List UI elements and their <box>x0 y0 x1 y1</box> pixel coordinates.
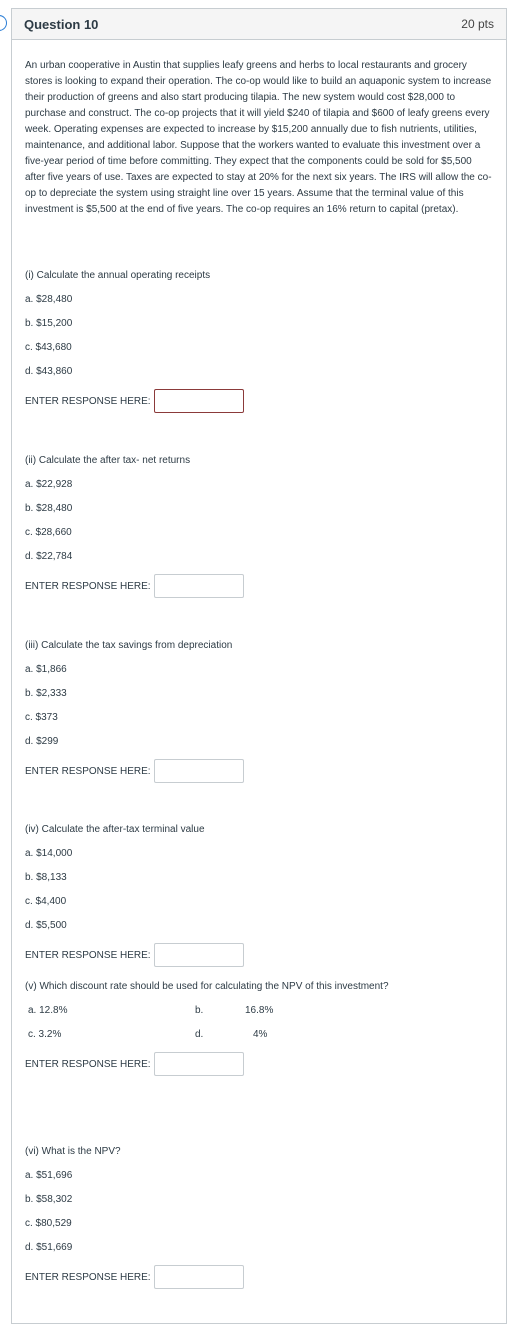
option: d. $5,500 <box>25 920 67 931</box>
part-vi <box>25 1145 495 1289</box>
option-grid <box>25 1004 495 1042</box>
question-intro: An urban cooperative in Austin that supplies leafy greens and herbs to local restaurants and grocery stores is looking to expand their operation. The co-op would like to build an aquaponic system to increase their production of greens and also start producing tilapia. The new system would cost $28,000 to purchase and construct. The co-op projects that it will yield $240 of tilapia and $600 of leafy greens every week. Operating expenses are expected to increase by $15,200 annually due to fish nutrients, utilities, maintenance, and additional labor. Suppose that the workers wanted to evaluate this investment over a five-year period of time before committing. They expect that the components could be sold for $5,500 after five years of use. Taxes are expected to stay at 20% for the next six years. The IRS will allow the co-op to depreciate the system using straight line over 15 years. Assume that the terminal value of this investment is $5,500 at the end of five years. The co-op requires an 16% return to capital (pretax). <box>25 60 492 215</box>
flag-question-icon[interactable] <box>0 15 7 31</box>
option: a. $22,928 <box>25 479 73 490</box>
response-input-iii[interactable] <box>154 759 244 783</box>
option: a. $1,866 <box>25 664 67 675</box>
option: d. $43,860 <box>25 366 73 377</box>
option: a. $51,696 <box>25 1170 73 1181</box>
part-ii <box>25 454 495 598</box>
option: d. $299 <box>25 736 59 747</box>
part-iii <box>25 639 495 783</box>
question-title: Question 10 <box>24 16 99 32</box>
option: c. $4,400 <box>25 896 67 907</box>
option: b. $28,480 <box>25 503 73 514</box>
response-input-ii[interactable] <box>154 574 244 598</box>
response-label: ENTER RESPONSE HERE: <box>25 580 151 592</box>
response-input-vi[interactable] <box>154 1265 244 1289</box>
part-i <box>25 269 495 413</box>
part-prompt: (i) Calculate the annual operating receipts <box>25 270 211 281</box>
option: 16.8% <box>245 1005 274 1016</box>
response-label: ENTER RESPONSE HERE: <box>25 395 151 407</box>
option: a. 12.8% <box>28 1005 68 1016</box>
response-input-v[interactable] <box>154 1052 244 1076</box>
option: b. $8,133 <box>25 872 67 883</box>
question-body <box>12 40 506 218</box>
option: a. $14,000 <box>25 848 73 859</box>
option: b. <box>195 1005 204 1016</box>
option: a. $28,480 <box>25 294 73 305</box>
part-prompt: (iv) Calculate the after-tax terminal value <box>25 824 205 835</box>
option: c. $80,529 <box>25 1218 72 1229</box>
option: c. $43,680 <box>25 342 72 353</box>
part-iv <box>25 823 495 967</box>
response-label: ENTER RESPONSE HERE: <box>25 949 151 961</box>
question-card <box>11 8 507 1324</box>
option: b. $2,333 <box>25 688 67 699</box>
option: d. <box>195 1029 204 1040</box>
response-label: ENTER RESPONSE HERE: <box>25 1271 151 1283</box>
option: c. $373 <box>25 712 58 723</box>
part-prompt: (vi) What is the NPV? <box>25 1146 121 1157</box>
question-points: 20 pts <box>461 17 494 31</box>
option: d. $22,784 <box>25 551 73 562</box>
option: c. $28,660 <box>25 527 72 538</box>
response-input-iv[interactable] <box>154 943 244 967</box>
question-header <box>12 9 506 40</box>
part-prompt: (v) Which discount rate should be used for calculating the NPV of this investment? <box>25 981 389 992</box>
option: d. $51,669 <box>25 1242 73 1253</box>
option: c. 3.2% <box>28 1029 62 1040</box>
part-prompt: (ii) Calculate the after tax- net returns <box>25 455 191 466</box>
response-input-i[interactable] <box>154 389 244 413</box>
response-label: ENTER RESPONSE HERE: <box>25 1058 151 1070</box>
response-label: ENTER RESPONSE HERE: <box>25 765 151 777</box>
part-v <box>25 980 495 1076</box>
option: 4% <box>253 1029 268 1040</box>
option: b. $58,302 <box>25 1194 73 1205</box>
part-prompt: (iii) Calculate the tax savings from depreciation <box>25 640 233 651</box>
option: b. $15,200 <box>25 318 73 329</box>
